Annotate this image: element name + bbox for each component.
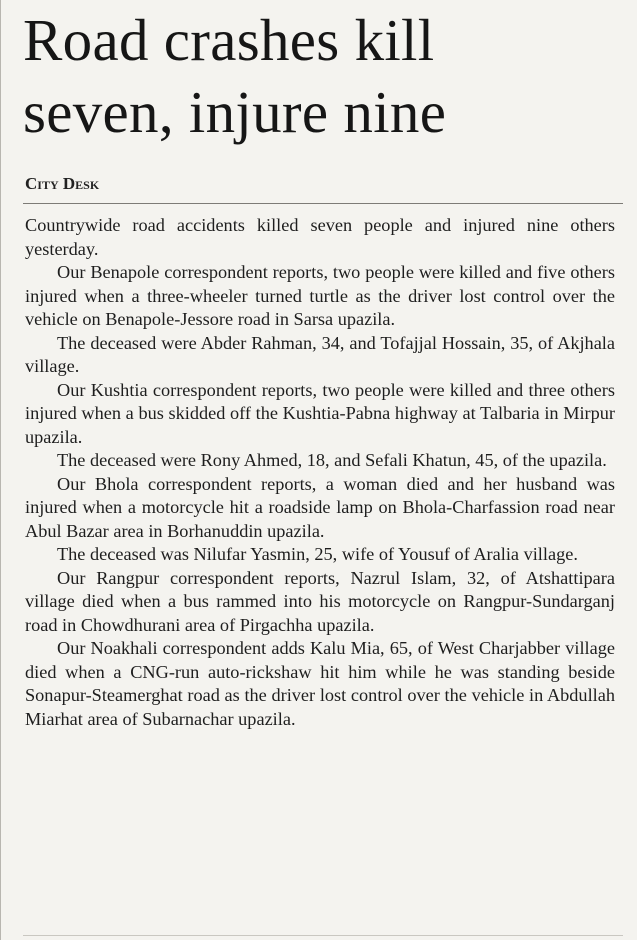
paragraph: Our Bhola correspondent reports, a woman died and her husband was injured when a motorcycle hit a roadside lamp on Bhola-Charfassion road near Abul Bazar area in Borhanuddin upazila. <box>25 473 615 541</box>
headline <box>23 4 623 148</box>
headline-line-1: Road crashes kill <box>23 7 435 73</box>
paragraph: Our Rangpur correspondent reports, Nazrul Islam, 32, of Atshattipara village died when a bus rammed into his motorcycle on Rangpur-Sundarganj road in Chowdhurani area of Pirgachha upazila. <box>25 567 615 635</box>
bottom-edge <box>23 935 623 936</box>
paragraph: Our Noakhali correspondent adds Kalu Mia, 65, of West Charjabber village died when a CNG-run auto-rickshaw hit him while he was standing beside Sonapur-Steamerghat road as the driver lost control over the vehicle in Abdullah Miarhat area of Subarnachar upazila. <box>25 638 615 729</box>
paragraph: Countrywide road accidents killed seven people and injured nine others yesterday. <box>25 215 615 259</box>
paragraph: Our Kushtia correspondent reports, two people were killed and three others injured when a bus skidded off the Kushtia-Pabna highway at Talbaria in Mirpur upazila. <box>25 379 615 447</box>
byline-divider <box>23 203 623 204</box>
paragraph: The deceased were Abder Rahman, 34, and Tofajjal Hossain, 35, of Akjhala village. <box>25 332 615 376</box>
byline: City Desk <box>25 174 100 193</box>
paragraph: Our Benapole correspondent reports, two people were killed and five others injured when a three-wheeler turned turtle as the driver lost control over the vehicle on Benapole-Jessore road in Sarsa upazila. <box>25 262 615 329</box>
headline-line-2: seven, injure nine <box>23 79 447 145</box>
paragraph: The deceased were Rony Ahmed, 18, and Sefali Khatun, 45, of the upazila. <box>57 450 607 470</box>
paragraph: The deceased was Nilufar Yasmin, 25, wife of Yousuf of Aralia village. <box>57 544 578 564</box>
article-body <box>25 214 615 731</box>
